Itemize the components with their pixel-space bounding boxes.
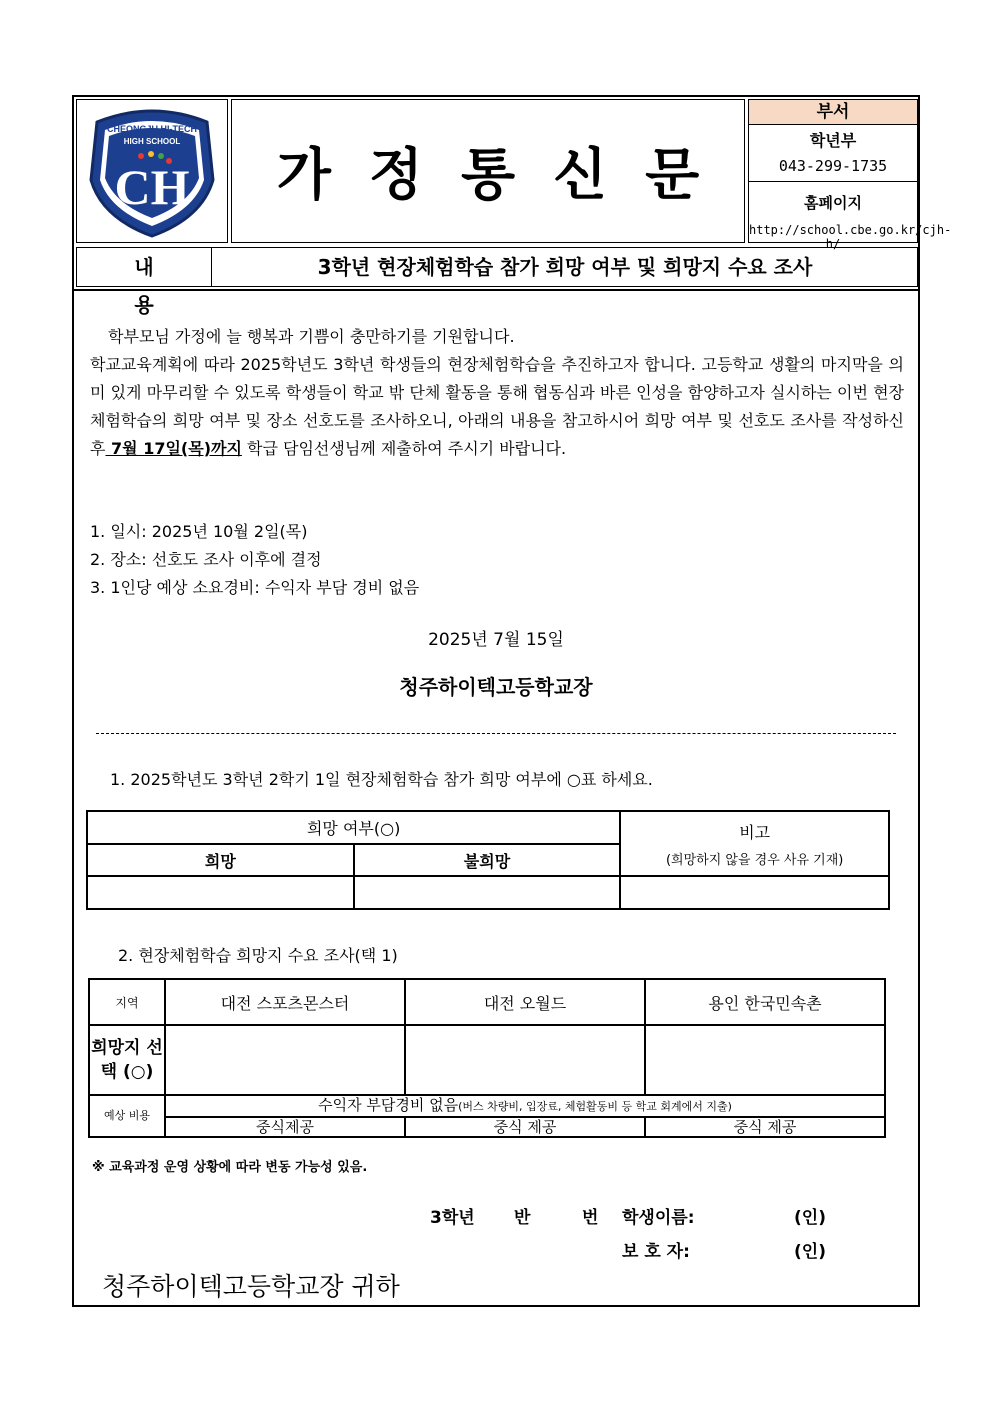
sig-class: 반 (514, 1208, 531, 1228)
select-cell-3[interactable] (645, 1025, 885, 1095)
sig-number: 번 (582, 1208, 599, 1228)
logo-sub-text: HIGH SCHOOL (123, 137, 181, 146)
meal-1: 중식제공 (165, 1117, 405, 1137)
dept-divider (749, 181, 917, 182)
guardian-label: 보 호 자: (622, 1242, 690, 1262)
remark-subtitle: (희망하지 않을 경우 사유 기재) (665, 852, 844, 868)
dept-name: 학년부 (809, 131, 857, 150)
cost-main-row (165, 1095, 885, 1117)
letter-body-after: 학급 담임선생님께 제출하여 주시기 바랍니다. (241, 439, 567, 458)
title-cell (231, 99, 745, 243)
dept-phone: 043-299-1735 (778, 157, 888, 175)
page-title: 가정통신문 (276, 143, 738, 208)
student-name-label: 학생이름: (622, 1208, 695, 1228)
cost-detail: (버스 차량비, 입장료, 체험활동비 등 학교 회계에서 지출) (458, 1100, 732, 1113)
survey1-question: 1. 2025학년도 3학년 2학기 1일 현장체험학습 참가 희망 여부에 ○표 하세요. (110, 770, 653, 789)
select-cell-1[interactable] (165, 1025, 405, 1095)
greeting: 학부모님 가정에 늘 행복과 기쁨이 충만하기를 기원합니다. (108, 327, 515, 346)
info-item-date: 1. 일시: 2025년 10월 2일(목) (90, 522, 308, 541)
notice: ※ 교육과정 운영 상황에 따라 변동 가능성 있음. (92, 1160, 368, 1175)
deadline: 7월 17일(목)까지 (105, 439, 242, 458)
meal-2: 중식 제공 (405, 1117, 645, 1137)
subject-label: 내 용 (77, 248, 212, 286)
region-label: 지역 (89, 979, 165, 1025)
cost-main: 수익자 부담경비 없음 (318, 1096, 459, 1114)
survey1-group-header: 희망 여부(○) (87, 811, 620, 844)
logo-top-text: CHEONGJU HI-TECH (106, 124, 198, 134)
guardian-seal: (인) (794, 1242, 826, 1262)
info-list (90, 518, 419, 602)
sig-grade: 3학년 (430, 1208, 475, 1228)
place-2: 대전 오월드 (405, 979, 645, 1025)
col-yes-header: 희망 (87, 844, 354, 876)
survey2-question: 2. 현장체험학습 희망지 수요 조사(택 1) (118, 946, 398, 965)
body-divider (74, 289, 918, 291)
letter-body (90, 351, 904, 463)
survey1-table (86, 810, 890, 910)
place-3: 용인 한국민속촌 (645, 979, 885, 1025)
yes-answer-cell[interactable] (87, 876, 354, 909)
subject-text: 3학년 현장체험학습 참가 희망 여부 및 희망지 수요 조사 (317, 255, 813, 279)
remark-title: 비고 (739, 822, 771, 842)
col-no-header: 불희망 (354, 844, 621, 876)
no-answer-cell[interactable] (354, 876, 621, 909)
meal-3: 중식 제공 (645, 1117, 885, 1137)
letter-body-before: 학교교육계획에 따라 2025학년도 3학년 학생들의 현장체험학습을 추진하고자 합니다. 고등학교 생활의 마지막을 의미 있게 마무리할 수 있도록 학생들이 학교 밖 단체 활동을 통해 협동심과 바른 인성을 함양하고자 실시하는 이번 현장체험학습의 희망 여부 및 장소 선호도를 조사하오니, 아래의 내용을 참고하시어 희망 여부 및 선호도 조사를 작성하신 후 (90, 355, 904, 458)
letter-sender: 청주하이텍고등학교장 (399, 675, 593, 699)
place-1: 대전 스포츠몬스터 (165, 979, 405, 1025)
homepage-label: 홈페이지 (804, 194, 862, 212)
dept-label: 부서 (749, 100, 917, 125)
info-item-cost: 3. 1인당 예상 소요경비: 수익자 부담 경비 없음 (90, 578, 420, 597)
letter-date: 2025년 7월 15일 (428, 630, 564, 650)
school-logo-cell (76, 99, 228, 243)
select-cell-2[interactable] (405, 1025, 645, 1095)
homepage-link[interactable]: http://school.cbe.go.kr/cjh-h/ (749, 223, 952, 251)
info-item-place: 2. 장소: 선호도 조사 이후에 결정 (90, 550, 322, 569)
survey2-table (88, 978, 886, 1138)
remark-answer-cell[interactable] (620, 876, 889, 909)
subject-row (76, 247, 918, 317)
student-seal: (인) (794, 1208, 826, 1228)
cost-label: 예상 비용 (89, 1095, 165, 1137)
select-label: 희망지 선택 (○) (89, 1025, 165, 1095)
dept-info (748, 99, 952, 251)
newsletter-frame (72, 95, 952, 1307)
school-logo (77, 100, 227, 242)
cut-line (96, 733, 896, 734)
survey1-remark-header (620, 811, 889, 876)
addressee: 청주하이텍고등학교장 귀하 (102, 1272, 400, 1301)
logo-mark: CH (114, 159, 190, 215)
